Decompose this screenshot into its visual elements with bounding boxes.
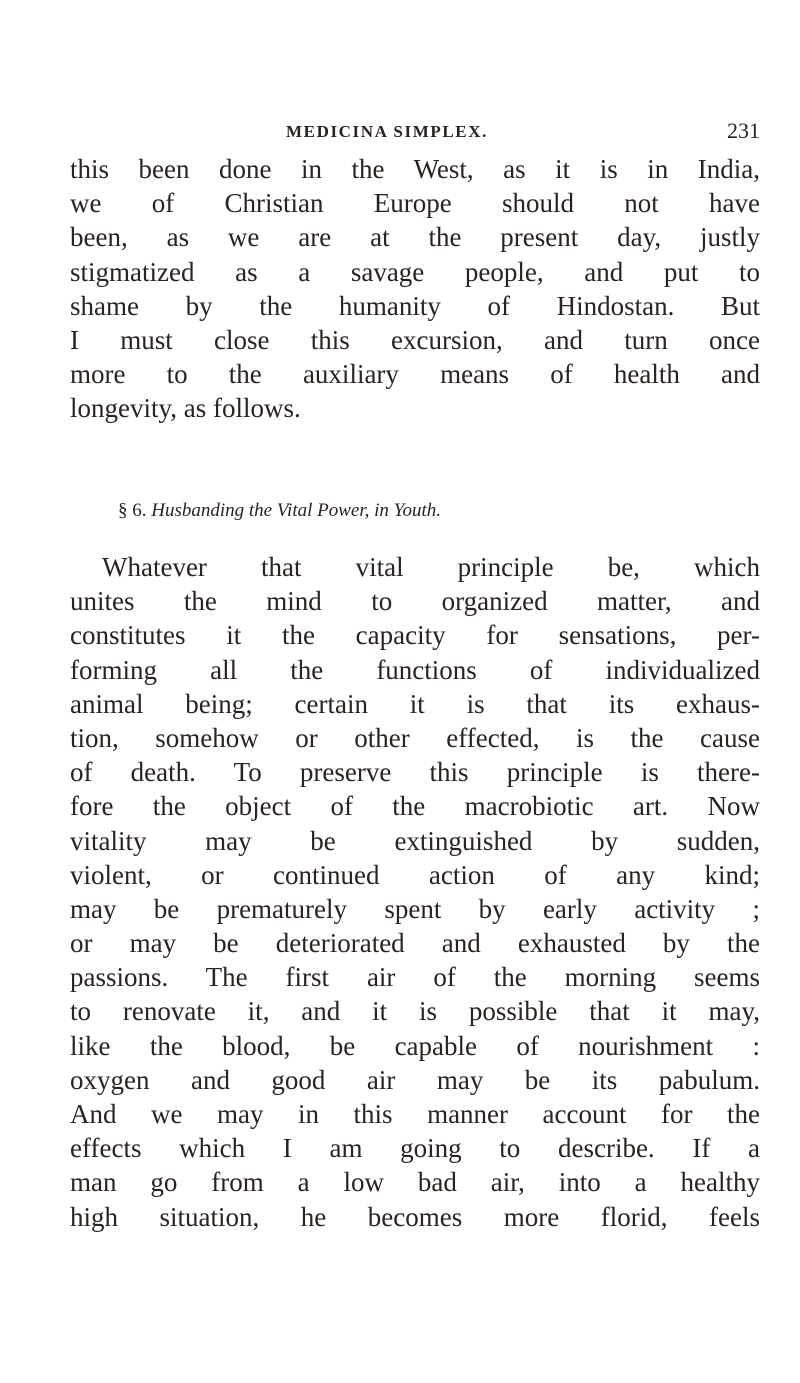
text-line: or may be deteriorated and exhausted by the: [70, 928, 760, 959]
section-number: § 6.: [118, 500, 147, 521]
text-line: And we may in this manner account for the: [70, 1099, 760, 1129]
text-line: been, as we are at the present day, justly: [70, 222, 760, 253]
text-line: this been done in the West, as it is in India,: [70, 154, 760, 184]
text-line: we of Christian Europe should not have: [70, 188, 760, 219]
text-line: shame by the humanity of Hindostan. But: [70, 290, 760, 321]
text-line: tion, somehow or other effected, is the cause: [70, 722, 760, 753]
text-line: oxygen and good air may be its pabulum.: [70, 1064, 760, 1095]
page-number: 231: [727, 118, 760, 143]
text-line: more to the auxiliary means of health and: [70, 359, 760, 390]
text-line: to renovate it, and it is possible that it may,: [70, 996, 760, 1027]
text-line: I must close this excursion, and turn once: [70, 324, 760, 355]
section-title: Husbanding the Vital Power, in Youth.: [151, 500, 442, 521]
text-line: constitutes it the capacity for sensations, per-: [70, 620, 760, 651]
paragraph-continued: [70, 152, 760, 426]
text-line: stigmatized as a savage people, and put to: [70, 256, 760, 287]
text-line: effects which I am going to describe. If a: [70, 1133, 760, 1164]
text-line: high situation, he becomes more florid, feels: [70, 1201, 760, 1232]
text-line: passions. The first air of the morning seems: [70, 962, 760, 993]
section-heading: [118, 500, 441, 522]
text-line: may be prematurely spent by early activity ;: [70, 893, 760, 924]
text-line: violent, or continued action of any kind;: [70, 859, 760, 890]
text-line: fore the object of the macrobiotic art. Now: [70, 791, 760, 822]
text-line: vitality may be extinguished by sudden,: [70, 825, 760, 856]
text-line: animal being; certain it is that its exhaus-: [70, 688, 760, 719]
text-line: unites the mind to organized matter, and: [70, 586, 760, 617]
running-head: [70, 118, 760, 148]
running-title: MEDICINA SIMPLEX.: [286, 122, 488, 141]
text-line: forming all the functions of individualized: [70, 654, 760, 685]
text-line: like the blood, be capable of nourishment :: [70, 1030, 760, 1061]
text-line: Whatever that vital principle be, which: [102, 552, 760, 582]
paragraph-section-6: [70, 550, 760, 1234]
text-line: of death. To preserve this principle is there-: [70, 757, 760, 788]
text-line: man go from a low bad air, into a healthy: [70, 1167, 760, 1198]
text-line: longevity, as follows.: [70, 393, 301, 424]
